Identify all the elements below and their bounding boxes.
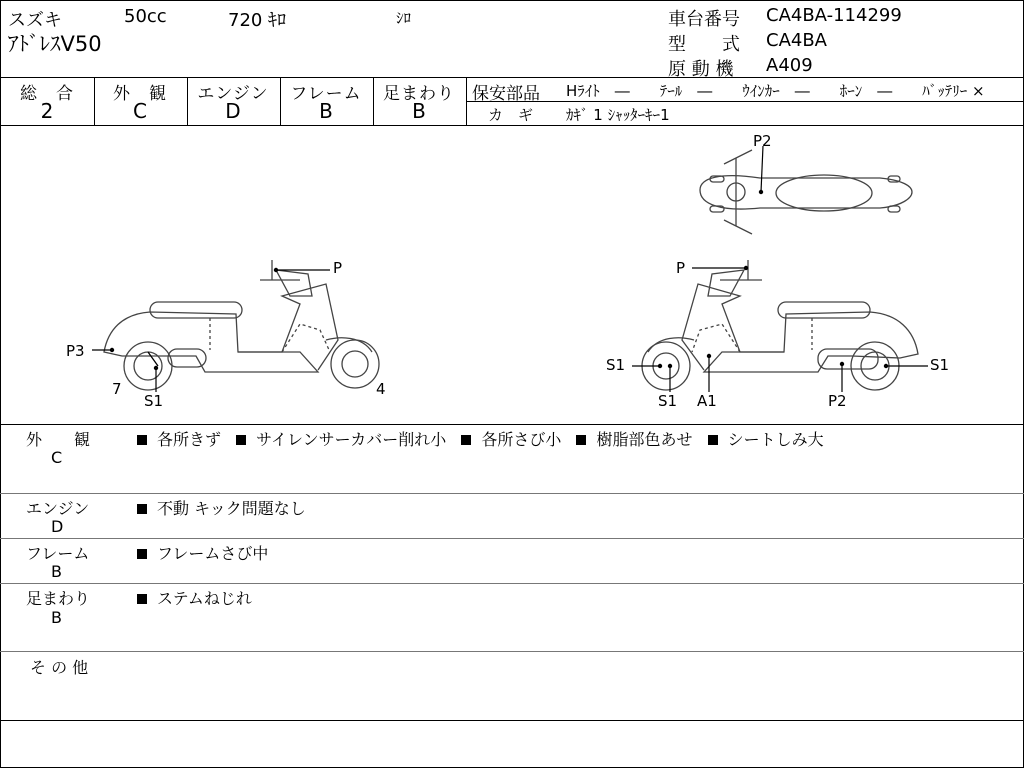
label-s1: S1 (144, 392, 164, 410)
remark-exterior-items (137, 427, 834, 450)
label-p: P (676, 259, 686, 277)
key-value: ｶｷﾞ 1 ｼｬｯﾀｰｷｰ1 (566, 106, 670, 124)
type-value: CA4BA (766, 30, 827, 51)
engine-model-value: A409 (766, 55, 813, 76)
engine-grade: D (225, 99, 241, 123)
damage-diagram (0, 126, 1024, 424)
remark-item: フレームさび中 (157, 544, 269, 563)
model-name: ｱﾄﾞﾚｽV50 (8, 32, 102, 56)
label-a1: A1 (697, 392, 717, 410)
remark-frame-items (137, 541, 278, 564)
remark-frame-label: フレーム (26, 544, 90, 563)
remark-engine-label: エンジン (26, 499, 90, 518)
remark-item: シートしみ大 (727, 430, 824, 449)
remark-exterior-grade: C (51, 448, 63, 467)
damage-points (110, 190, 888, 370)
suspension-label: 足まわり (383, 84, 455, 104)
remark-suspension-label: 足まわり (26, 589, 91, 608)
divider (0, 720, 1024, 721)
safety-parts-label: 保安部品 (472, 84, 540, 104)
remark-engine-items (137, 496, 316, 519)
divider (0, 583, 1024, 584)
key-label: カ ギ (488, 106, 534, 124)
remark-engine-grade: D (51, 517, 64, 536)
remark-other-label: そ の 他 (30, 658, 89, 677)
remark-frame-grade: B (51, 562, 62, 581)
overall-label: 総 合 (20, 84, 74, 104)
remark-suspension-items (137, 586, 262, 609)
remark-item: サイレンサーカバー削れ小 (256, 430, 447, 449)
divider (0, 493, 1024, 494)
overall-grade: 2 (40, 99, 54, 123)
engine-label: エンジン (197, 84, 269, 104)
type-label: 型 式 (668, 34, 740, 55)
label-7: 7 (112, 380, 122, 398)
label-s1: S1 (606, 356, 626, 374)
frame-no: CA4BA-114299 (766, 5, 902, 26)
exterior-grade: C (133, 99, 147, 123)
safety-parts-items: Hﾗｲﾄ ― ﾃｰﾙ ― ｳｲﾝｶｰ ― ﾎｰﾝ ― ﾊﾞｯﾃﾘｰ × (566, 82, 985, 100)
remark-item: ステムねじれ (157, 589, 252, 608)
label-p2: P2 (753, 132, 772, 150)
divider (0, 424, 1024, 425)
mileage: 720 ｷﾛ (228, 10, 287, 31)
label-s1: S1 (930, 356, 950, 374)
label-s1: S1 (658, 392, 678, 410)
divider (0, 538, 1024, 539)
divider (0, 77, 1024, 78)
scooter-top-view (700, 150, 912, 234)
scooter-right-side-view (642, 260, 918, 390)
divider (466, 101, 1024, 102)
remark-item: 樹脂部色あせ (596, 430, 693, 449)
remark-item: 不動 キック問題なし (157, 499, 306, 518)
maker: スズキ (8, 10, 62, 31)
label-p2: P2 (828, 392, 847, 410)
frame-label: フレーム (290, 84, 362, 104)
remark-item: 各所さび小 (481, 430, 562, 449)
label-4: 4 (376, 380, 386, 398)
label-p: P (333, 259, 343, 277)
exterior-label: 外 観 (113, 84, 167, 104)
remark-item: 各所きず (157, 430, 222, 449)
frame-no-label: 車台番号 (668, 9, 740, 30)
remark-suspension-grade: B (51, 608, 62, 627)
label-p3: P3 (66, 342, 85, 360)
displacement: 50cc (124, 6, 167, 27)
engine-model-label: 原 動 機 (668, 59, 734, 80)
color: ｼﾛ (396, 9, 412, 27)
frame-grade: B (319, 99, 333, 123)
suspension-grade: B (412, 99, 426, 123)
leader-lines (92, 146, 928, 392)
divider (0, 651, 1024, 652)
scooter-left-side-view (104, 260, 379, 390)
remark-exterior-label: 外 観 (26, 430, 91, 449)
